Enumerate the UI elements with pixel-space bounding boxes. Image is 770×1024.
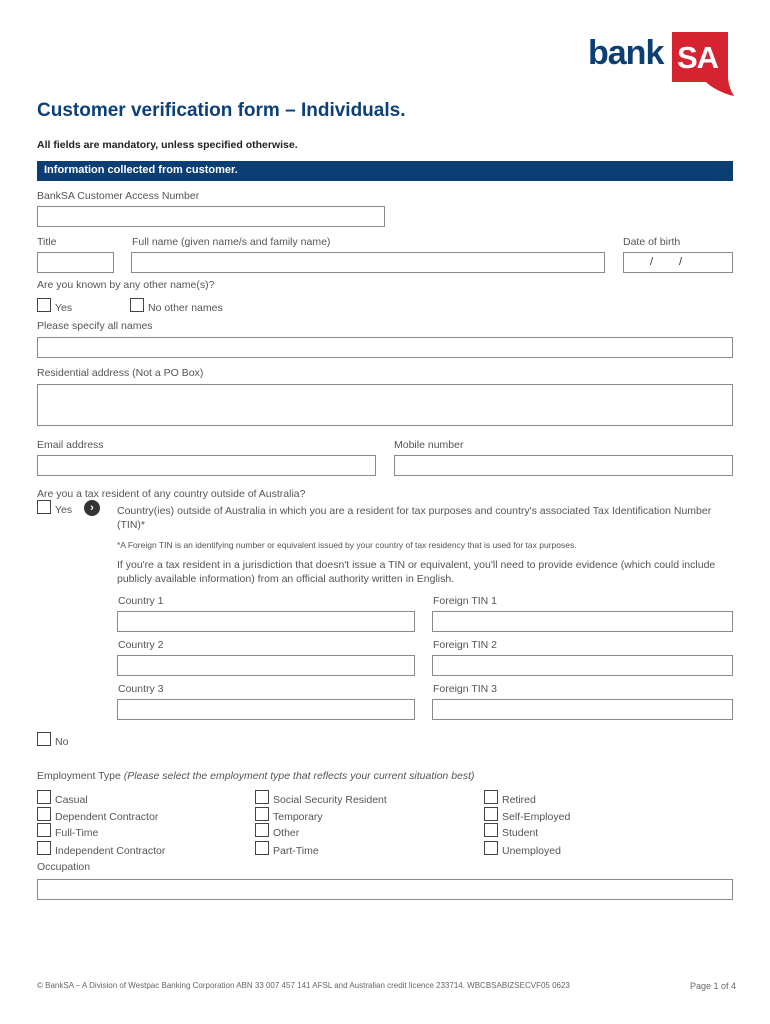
- fullname-label: Full name (given name/s and family name): [132, 236, 331, 248]
- employment-unemployed-checkbox[interactable]: [484, 841, 498, 855]
- title-input[interactable]: [37, 252, 114, 273]
- other-names-yes-label: Yes: [55, 302, 73, 314]
- employment-part-time-checkbox[interactable]: [255, 841, 269, 855]
- dob-input[interactable]: [623, 252, 733, 273]
- tax-no-label: No: [55, 736, 69, 748]
- employment-dependent-contractor-label: Dependent Contractor: [55, 811, 159, 823]
- page-title: Customer verification form – Individuals.: [37, 100, 406, 121]
- no-other-names-checkbox[interactable]: [130, 298, 144, 312]
- employment-full-time-label: Full-Time: [55, 827, 99, 839]
- tax-yes-checkbox[interactable]: [37, 500, 51, 514]
- employment-part-time-label: Part-Time: [273, 845, 319, 857]
- mandatory-note: All fields are mandatory, unless specified otherwise.: [37, 139, 298, 151]
- employment-independent-contractor-checkbox[interactable]: [37, 841, 51, 855]
- employment-student-label: Student: [502, 827, 539, 839]
- section-header: Information collected from customer.: [37, 161, 733, 181]
- employment-student-checkbox[interactable]: [484, 823, 498, 837]
- tax-no-checkbox[interactable]: [37, 732, 51, 746]
- employment-temporary-checkbox[interactable]: [255, 807, 269, 821]
- svg-text:SA: SA: [677, 40, 719, 75]
- tax-yes-label: Yes: [55, 504, 73, 516]
- employment-casual-label: Casual: [55, 794, 88, 806]
- dob-label: Date of birth: [623, 236, 681, 248]
- specify-names-label: Please specify all names: [37, 320, 153, 332]
- country3-label: Country 3: [118, 683, 164, 695]
- email-input[interactable]: [37, 455, 376, 476]
- occupation-label: Occupation: [37, 861, 91, 873]
- employment-social-security-label: Social Security Resident: [273, 794, 387, 806]
- tin2-input[interactable]: [432, 655, 733, 676]
- employment-temporary-label: Temporary: [273, 811, 323, 823]
- employment-other-label: Other: [273, 827, 300, 839]
- tin-footnote: *A Foreign TIN is an identifying number or equivalent issued by your country of tax residency that is used for tax purposes.: [117, 540, 577, 550]
- employment-full-time-checkbox[interactable]: [37, 823, 51, 837]
- arrow-right-icon: ›: [84, 500, 100, 516]
- fullname-input[interactable]: [131, 252, 605, 273]
- employment-hint: (Please select the employment type that reflects your current situation best): [123, 770, 475, 782]
- other-names-input[interactable]: [37, 337, 733, 358]
- dob-separator: /: [679, 256, 683, 268]
- tax-countries-text: Country(ies) outside of Australia in which you are a resident for tax purposes and country's associated Tax Identification Number (TIN)*: [117, 505, 712, 531]
- country1-input[interactable]: [117, 611, 415, 632]
- tin1-label: Foreign TIN 1: [433, 595, 497, 607]
- no-other-names-label: No other names: [148, 302, 223, 314]
- employment-social-security-checkbox[interactable]: [255, 790, 269, 804]
- employment-dependent-contractor-checkbox[interactable]: [37, 807, 51, 821]
- employment-retired-label: Retired: [502, 794, 536, 806]
- banksa-logo: [588, 32, 736, 100]
- country3-input[interactable]: [117, 699, 415, 720]
- mobile-input[interactable]: [394, 455, 733, 476]
- employment-independent-contractor-label: Independent Contractor: [55, 845, 166, 857]
- title-label: Title: [37, 236, 57, 248]
- tin2-label: Foreign TIN 2: [433, 639, 497, 651]
- country1-label: Country 1: [118, 595, 164, 607]
- tax-question: Are you a tax resident of any country outside of Australia?: [37, 488, 306, 500]
- employment-label: [37, 770, 475, 782]
- employment-self-employed-checkbox[interactable]: [484, 807, 498, 821]
- dob-separator: /: [650, 256, 654, 268]
- country2-label: Country 2: [118, 639, 164, 651]
- address-label: Residential address (Not a PO Box): [37, 367, 204, 379]
- other-names-yes-checkbox[interactable]: [37, 298, 51, 312]
- logo-bank-text: bank: [588, 34, 664, 72]
- logo-sa-flag-icon: [672, 32, 734, 98]
- footer-legal: © BankSA – A Division of Westpac Banking Corporation ABN 33 007 457 141 AFSL and Australian credit licence 233714. WBCBSABIZSECVF05 0623: [37, 981, 570, 990]
- employment-other-checkbox[interactable]: [255, 823, 269, 837]
- tin3-input[interactable]: [432, 699, 733, 720]
- tin1-input[interactable]: [432, 611, 733, 632]
- employment-unemployed-label: Unemployed: [502, 845, 561, 857]
- can-input[interactable]: [37, 206, 385, 227]
- employment-self-employed-label: Self-Employed: [502, 811, 571, 823]
- mobile-label: Mobile number: [394, 439, 464, 451]
- can-label: BankSA Customer Access Number: [37, 190, 200, 202]
- employment-casual-checkbox[interactable]: [37, 790, 51, 804]
- address-input[interactable]: [37, 384, 733, 426]
- tin-evidence-text: If you're a tax resident in a jurisdiction that doesn't issue a TIN or equivalent, you'll need to provide evidence (which could include publicly available information) from an official authority written in English.: [117, 559, 716, 585]
- employment-type-text: Employment Type: [37, 770, 121, 782]
- page-number: Page 1 of 4: [690, 981, 737, 991]
- email-label: Email address: [37, 439, 104, 451]
- occupation-input[interactable]: [37, 879, 733, 900]
- country2-input[interactable]: [117, 655, 415, 676]
- other-names-question: Are you known by any other name(s)?: [37, 279, 215, 291]
- employment-retired-checkbox[interactable]: [484, 790, 498, 804]
- tin3-label: Foreign TIN 3: [433, 683, 497, 695]
